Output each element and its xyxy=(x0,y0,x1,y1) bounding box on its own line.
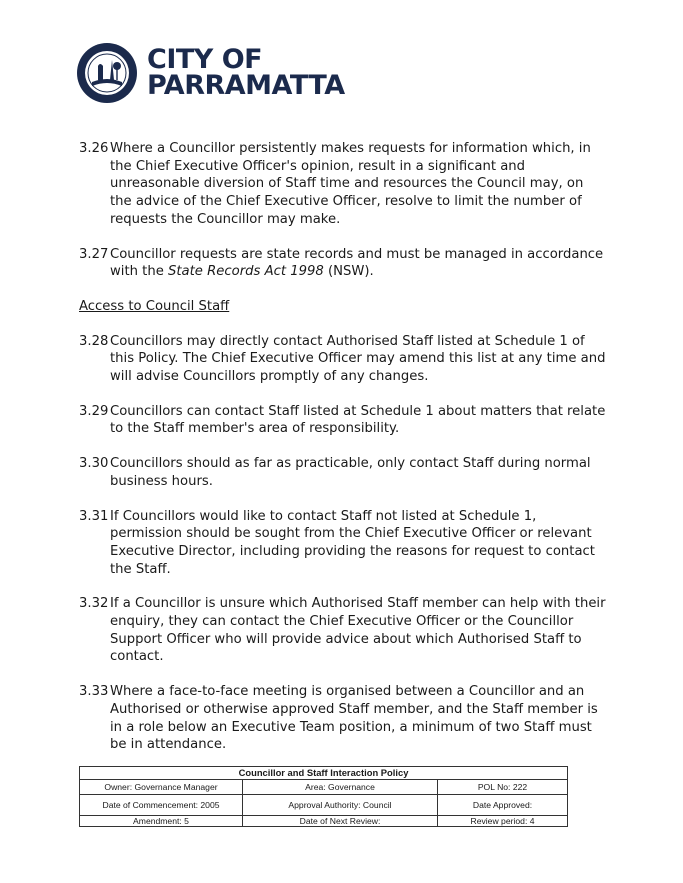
policy-body xyxy=(79,140,609,771)
section-heading: Access to Council Staff xyxy=(79,298,230,314)
logo-wordmark xyxy=(147,44,345,101)
clause-number: 3.26 xyxy=(79,141,109,156)
clause-number: 3.29 xyxy=(79,403,109,419)
clause-text-before: Councillor requests are state records and must be managed in accordance with the xyxy=(110,246,604,280)
clause-number: 3.30 xyxy=(79,456,109,472)
footer-next-review: Date of Next Review: xyxy=(243,816,438,827)
clause-number: 3.28 xyxy=(79,333,109,349)
footer-amendment: Amendment: 5 xyxy=(80,816,243,827)
clause-text: Councillors can contact Staff listed at Schedule 1 about matters that relate to the Staff member's area of responsibility. xyxy=(110,403,606,437)
clause-number: 3.33 xyxy=(79,684,109,700)
clause-text-after: (NSW). xyxy=(323,264,374,280)
clause-3-26 xyxy=(79,140,609,229)
clause-text: Councillors may directly contact Authorised Staff listed at Schedule 1 of this Policy. The Chief Executive Officer may amend this list at any time and will advise Councillors promptly of any changes. xyxy=(110,333,606,385)
footer-commencement: Date of Commencement: 2005 xyxy=(80,795,243,816)
city-logo xyxy=(76,42,345,104)
clause-3-31 xyxy=(79,508,609,579)
clause-number: 3.31 xyxy=(79,508,109,524)
clause-text: Councillors should as far as practicable, only contact Staff during normal business hours. xyxy=(110,456,591,489)
clause-number: 3.27 xyxy=(79,246,109,262)
logo-line-2: PARRAMATTA xyxy=(147,70,345,101)
footer-review-period: Review period: 4 xyxy=(438,816,568,827)
footer-owner: Owner: Governance Manager xyxy=(80,780,243,795)
footer-date-approved: Date Approved: xyxy=(438,795,568,816)
clause-text: Where a Councillor persistently makes requests for information which, in the Chief Executive Officer's opinion, result in a significant and unreasonable diversion of Staff time and resources the Council may, on the advice of the Chief Executive Officer, resolve to limit the number of requests the Councillor may make. xyxy=(110,141,591,227)
footer-title: Councillor and Staff Interaction Policy xyxy=(80,767,568,780)
clause-number: 3.32 xyxy=(79,596,109,612)
footer-approval-authority: Approval Authority: Council xyxy=(243,795,438,816)
clause-text: Where a face-to-face meeting is organised between a Councillor and an Authorised or otherwise approved Staff member, and the Staff member is in a role below an Executive Team position, a minimum of two Staff must be in attendance. xyxy=(110,684,598,753)
footer-area: Area: Governance xyxy=(243,780,438,795)
clause-3-27 xyxy=(79,246,609,281)
clause-text: If a Councillor is unsure which Authorised Staff member can help with their enquiry, they can contact the Chief Executive Officer or the Councillor Support Officer who will provide advice about which Authorised Staff to contact. xyxy=(110,596,606,665)
clause-3-33 xyxy=(79,683,609,754)
clause-text: If Councillors would like to contact Staff not listed at Schedule 1, permission should be sought from the Chief Executive Officer or relevant Executive Director, including providing the reasons for request to contact the Staff. xyxy=(110,508,595,577)
city-seal-icon xyxy=(76,42,138,104)
policy-footer-table xyxy=(79,766,568,827)
act-title: State Records Act 1998 xyxy=(168,264,324,280)
footer-pol-no: POL No: 222 xyxy=(438,780,568,795)
logo-line-1: CITY OF xyxy=(147,44,263,75)
clause-3-29 xyxy=(79,403,609,438)
clause-3-28 xyxy=(79,333,609,386)
clause-3-32 xyxy=(79,595,609,666)
clause-text xyxy=(110,246,609,281)
clause-3-30 xyxy=(79,455,609,490)
